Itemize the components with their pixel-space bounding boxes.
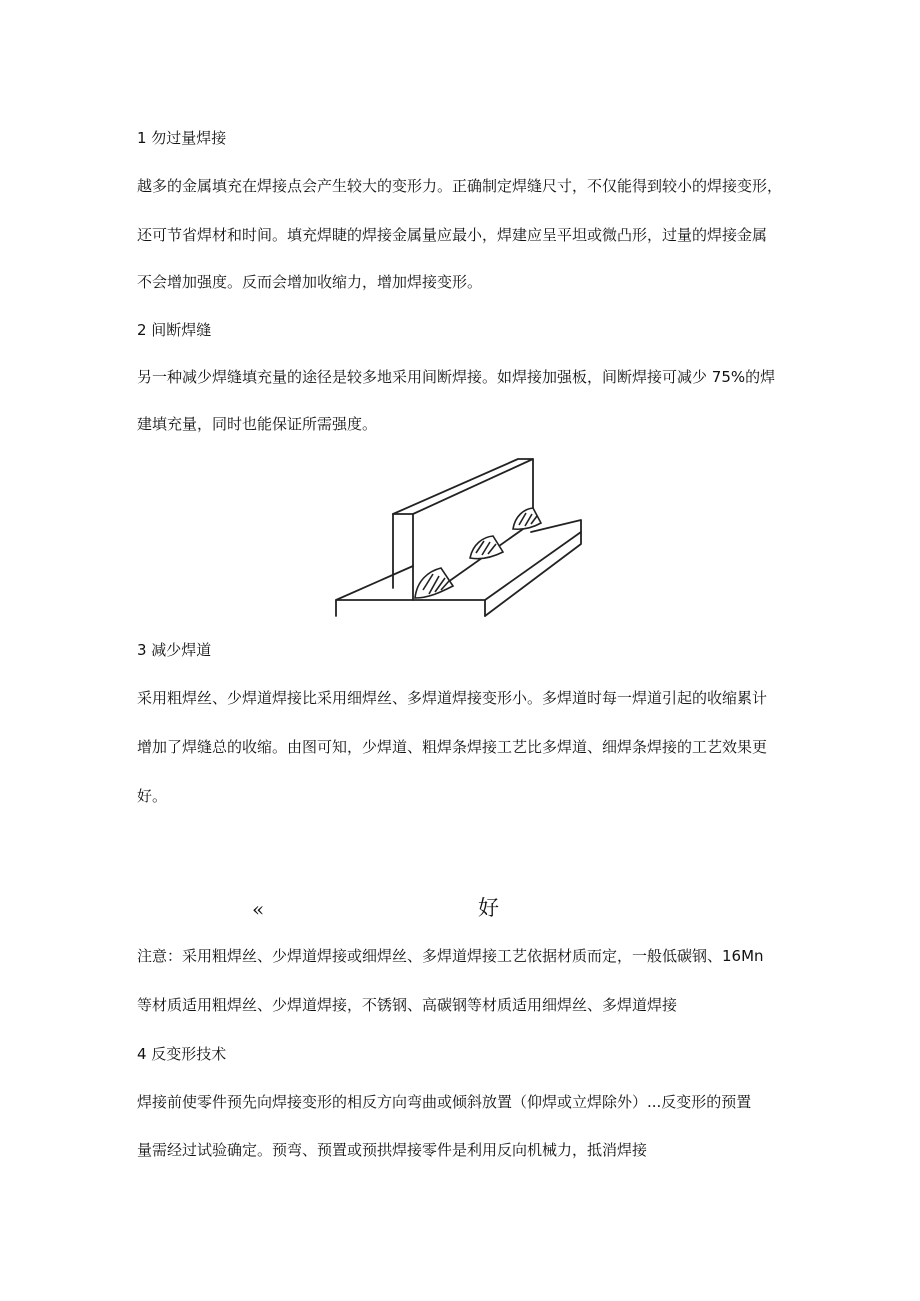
section-3-paragraph-line-1: 采用粗焊丝、少焊道焊接比采用细焊丝、多焊道焊接变形小。多焊道时每一焊道引起的收缩累计 [137, 689, 768, 707]
section-2-paragraph-line-2: 建填充量，同时也能保证所需强度。 [137, 415, 378, 433]
section-3-paragraph-line-2: 增加了焊缝总的收缩。由图可知，少焊道、粗焊条焊接工艺比多焊道、细焊条焊接的工艺效果更 [137, 738, 768, 756]
note-line-1: 注意：采用粗焊丝、少焊道焊接或细焊丝、多焊道焊接工艺依据材质而定，一般低碳钢、16Mn [137, 947, 764, 965]
figure-right-char: 好 [478, 896, 499, 920]
section-1-heading: 1 勿过量焊接 [137, 129, 227, 147]
section-2-heading: 2 间断焊缝 [137, 321, 212, 339]
intermittent-weld-drawing [333, 456, 585, 619]
intermittent-weld-figure [333, 456, 585, 619]
section-1-paragraph-line-2: 还可节省焊材和时间。填充焊睫的焊接金属量应最小，焊建应呈平坦或微凸形，过量的焊接金属 [137, 226, 768, 244]
section-3-paragraph-line-3: 好。 [137, 787, 168, 805]
figure-left-mark: « [252, 897, 265, 921]
section-4-paragraph-line-1: 焊接前使零件预先向焊接变形的相反方向弯曲或倾斜放置（仰焊或立焊除外）...反变形的预置 [137, 1093, 752, 1111]
section-3-heading: 3 减少焊道 [137, 641, 212, 659]
note-line-2: 等材质适用粗焊丝、少焊道焊接，不锈钢、高碳钢等材质适用细焊丝、多焊道焊接 [137, 996, 678, 1014]
section-1-paragraph-line-3: 不会增加强度。反而会增加收缩力，增加焊接变形。 [137, 273, 483, 291]
section-2-paragraph-line-1: 另一种减少焊缝填充量的途径是较多地采用间断焊接。如焊接加强板，间断焊接可减少 75%的焊 [137, 368, 776, 386]
section-1-paragraph-line-1: 越多的金属填充在焊接点会产生较大的变形力。正确制定焊缝尺寸，不仅能得到较小的焊接变形， [137, 177, 783, 195]
section-4-paragraph-line-2: 量需经过试验确定。预弯、预置或预拱焊接零件是利用反向机械力，抵消焊接 [137, 1141, 648, 1159]
section-4-heading: 4 反变形技术 [137, 1045, 227, 1063]
